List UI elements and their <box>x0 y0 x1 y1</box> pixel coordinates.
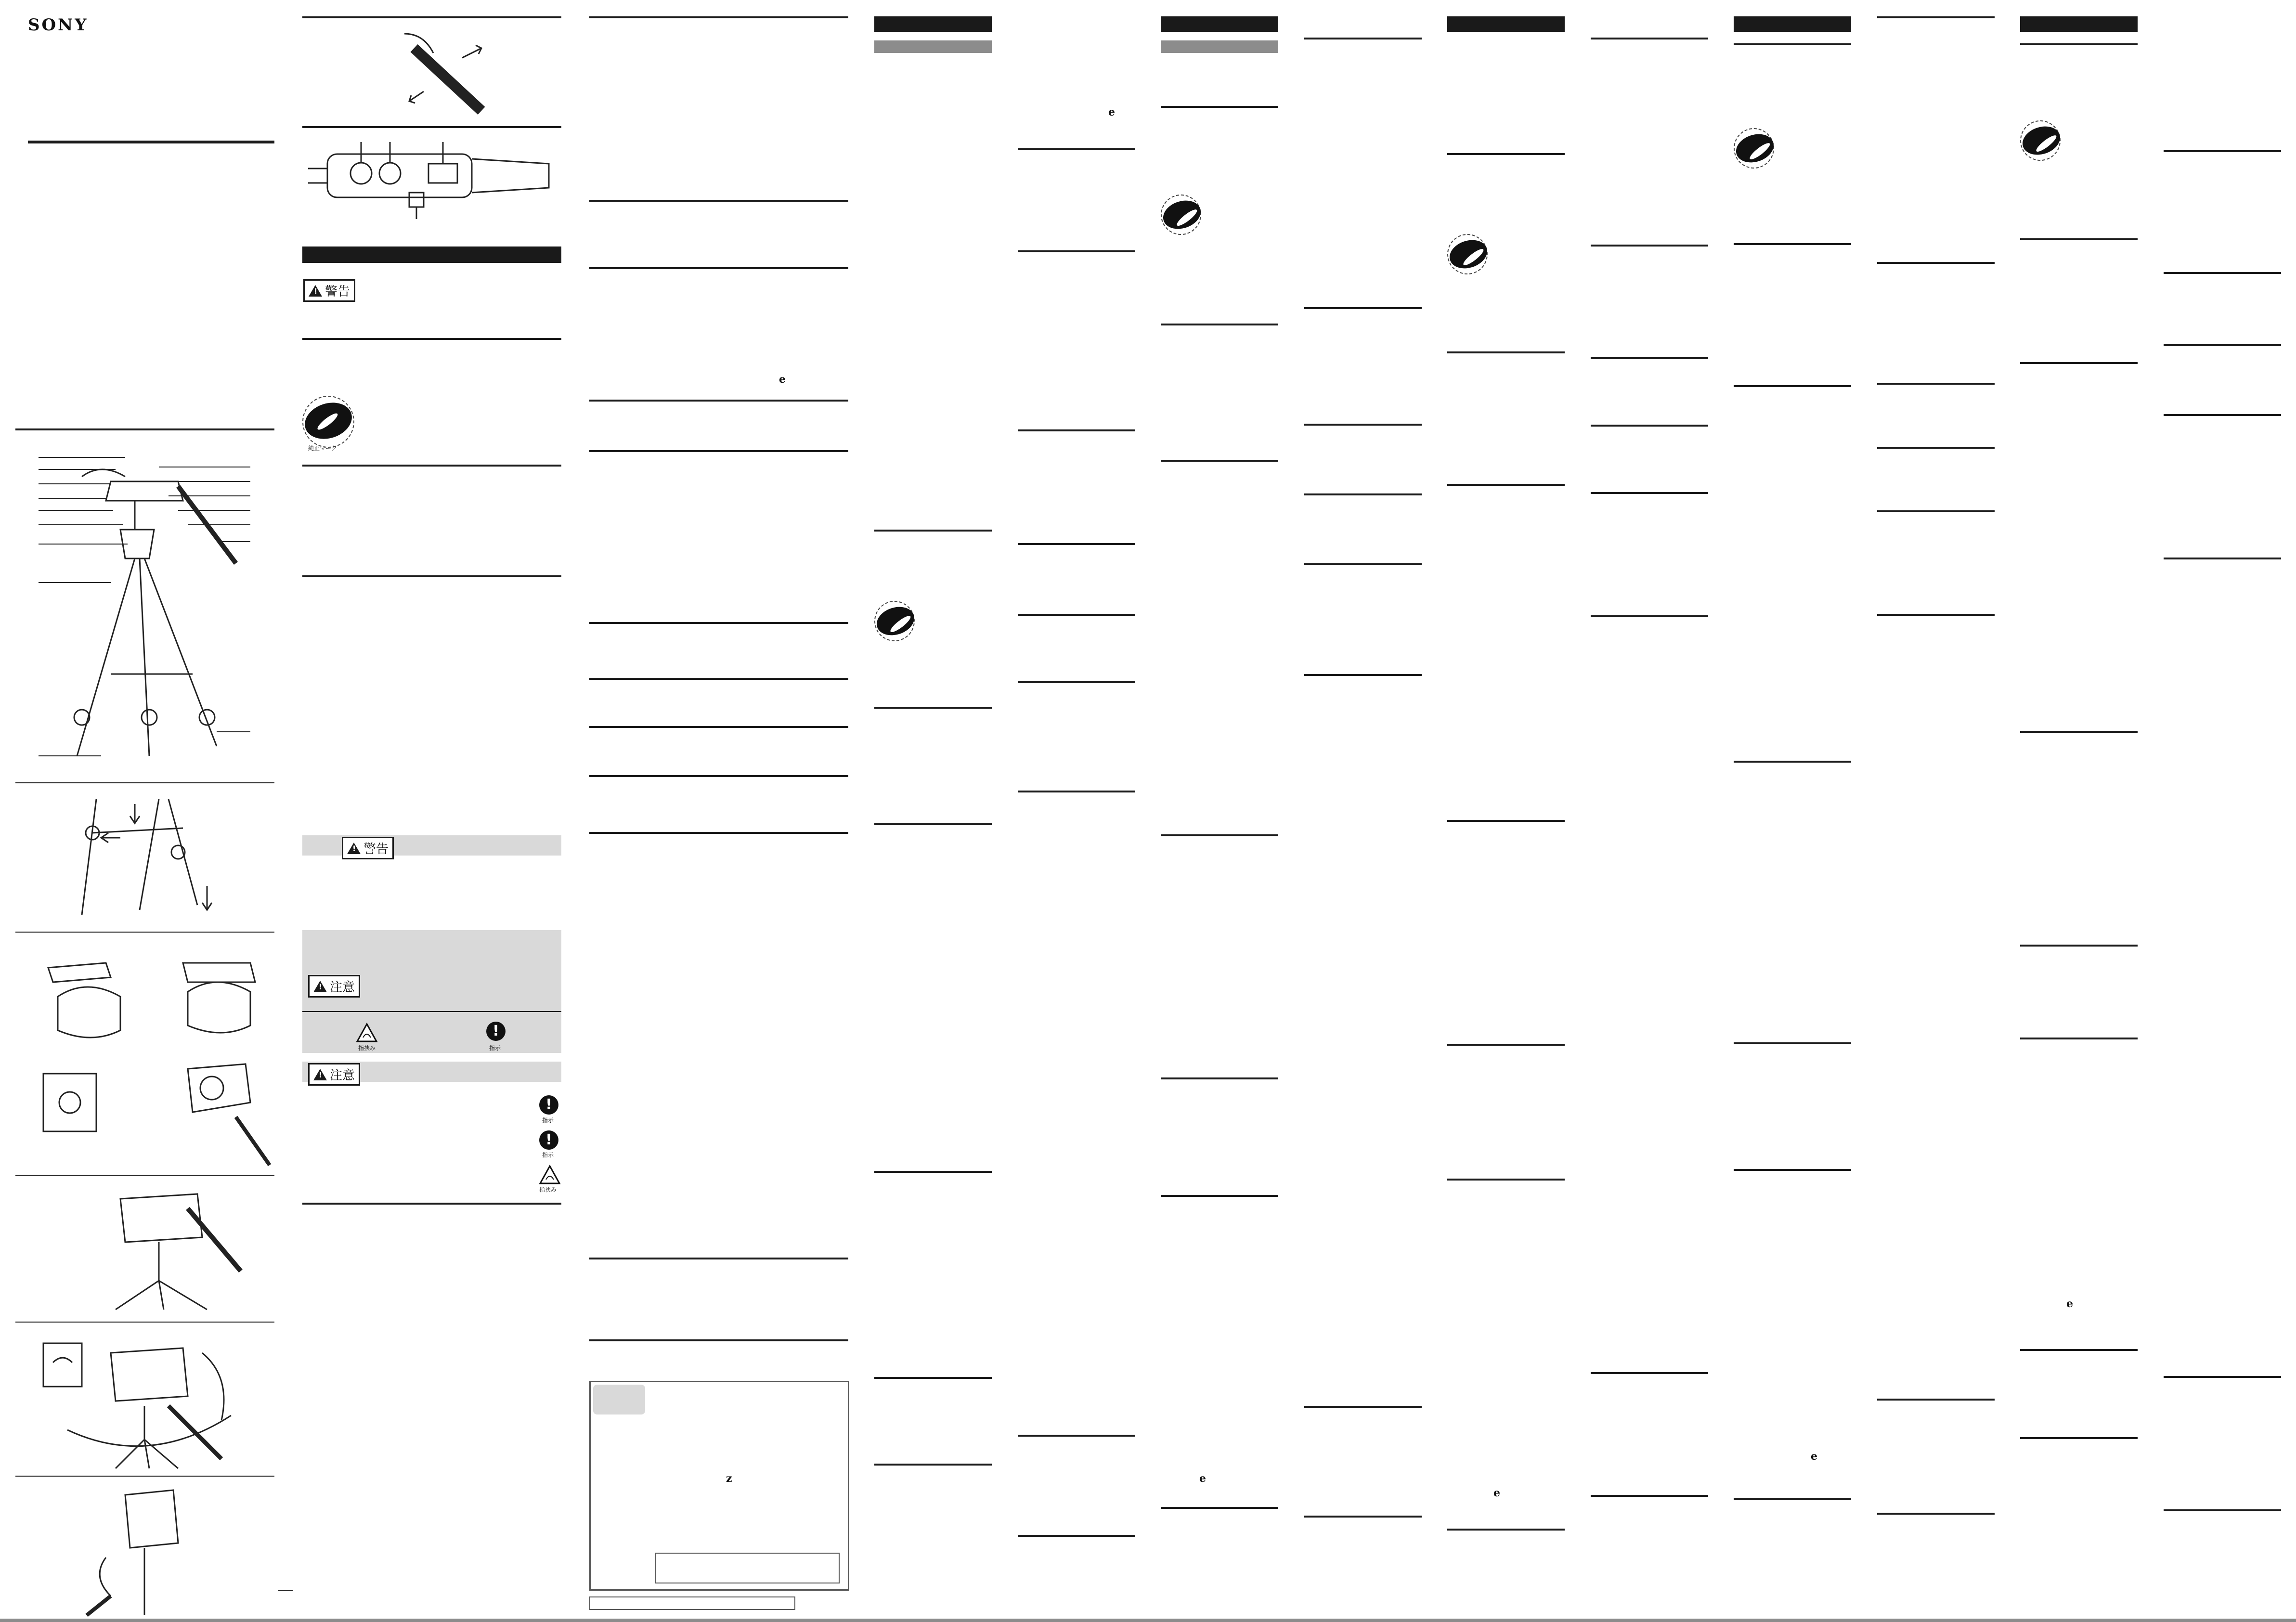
column-lang-d <box>1731 0 2000 1622</box>
usage-rule-8 <box>589 726 848 728</box>
lang-a2-rule-9 <box>1018 1535 1135 1537</box>
warning-label-banner <box>342 837 394 859</box>
usage-rule-1 <box>589 16 848 18</box>
lang-c2-rule-3 <box>1591 357 1708 359</box>
instruction-caption-2: 指示 <box>542 1152 554 1158</box>
lang-d-rule-3 <box>1734 385 1851 387</box>
column-usage <box>587 0 852 1622</box>
instruction-icon-2: ! <box>539 1130 558 1150</box>
usage-rule-6 <box>589 622 848 624</box>
vertical-shot-figure <box>77 1485 221 1615</box>
lang-b-header-bar <box>1161 16 1278 32</box>
caution-panel-divider <box>302 1011 561 1012</box>
pinch-caption-2: 指挟み <box>539 1186 557 1193</box>
fig-rule-4 <box>15 1322 274 1323</box>
column-lang-b <box>1158 0 1427 1622</box>
lang-c-header-bar <box>1447 16 1565 32</box>
pinch-hazard-icon-2 <box>539 1165 560 1184</box>
sony-logo: SONY <box>28 15 89 35</box>
lang-b-rule-4 <box>1161 834 1278 836</box>
remote-mid-rule <box>302 126 561 128</box>
usage-rule-9 <box>589 775 848 777</box>
lang-b-rule-6 <box>1161 1195 1278 1197</box>
lang-a2-rule-1 <box>1018 148 1135 150</box>
instruction-icon: ! <box>486 1022 506 1041</box>
column-lang-a <box>871 0 1141 1622</box>
leg-adjust-figure <box>63 794 236 920</box>
caution-label-banner <box>308 1063 360 1086</box>
e-glyph-lang-a: e <box>1108 106 1115 118</box>
lang-c2-rule-1 <box>1591 38 1708 39</box>
lang-a2-rule-5 <box>1018 614 1135 616</box>
lang-c-rule-3 <box>1447 484 1565 486</box>
lang-b2-rule-8 <box>1304 1516 1422 1518</box>
lang-e-rule-5 <box>2020 945 2138 947</box>
lang-e-rule-3 <box>2020 362 2138 364</box>
lang-b-rule-2 <box>1161 324 1278 325</box>
z-glyph-warranty: z <box>726 1472 732 1485</box>
e-glyph-lang-d: e <box>1811 1450 1817 1463</box>
caution-text: 注意 <box>330 1068 355 1083</box>
page-bottom-edge <box>0 1619 2296 1622</box>
lang-c-rule-6 <box>1447 1179 1565 1181</box>
fig-rule-5 <box>15 1476 274 1477</box>
lang-d-rule-7 <box>1734 1498 1851 1500</box>
lang-b-rule-7 <box>1161 1507 1278 1509</box>
column-safety <box>298 0 568 1622</box>
instruction-icon-1: ! <box>539 1095 558 1115</box>
warning-text: 警告 <box>325 285 350 299</box>
lang-d2-rule-3 <box>1877 383 1995 385</box>
lang-b2-rule-3 <box>1304 424 1422 426</box>
lang-a2-rule-6 <box>1018 681 1135 683</box>
lang-e-rule-4 <box>2020 731 2138 733</box>
fig-rule-3 <box>15 1175 274 1176</box>
lang-d-rule-4 <box>1734 761 1851 763</box>
lang-c2-rule-2 <box>1591 245 1708 247</box>
lang-e2-rule-6 <box>2164 1376 2281 1378</box>
lang-a-header-bar <box>874 16 992 32</box>
lang-d2-rule-2 <box>1877 262 1995 264</box>
lang-b2-rule-4 <box>1304 493 1422 495</box>
warning-triangle-icon <box>347 843 361 854</box>
e-glyph-lang-c: e <box>1493 1487 1500 1499</box>
warning-triangle-icon <box>309 285 322 297</box>
usage-rule-3 <box>589 267 848 269</box>
lang-b2-rule-6 <box>1304 674 1422 676</box>
warranty-inner-box <box>655 1553 840 1583</box>
e-glyph-usage: e <box>779 373 786 386</box>
lang-e-rule-1 <box>2020 43 2138 45</box>
lang-e2-rule-1 <box>2164 150 2281 152</box>
usage-rule-5 <box>589 450 848 452</box>
page-end-tick <box>278 1590 293 1591</box>
warning-banner <box>302 835 561 856</box>
pan-tilt-figure <box>39 1334 250 1468</box>
lang-b2-rule-1 <box>1304 38 1422 39</box>
lang-e2-rule-4 <box>2164 414 2281 416</box>
lang-d-rule-1 <box>1734 43 1851 45</box>
lang-e-header-bar <box>2020 16 2138 32</box>
caution-triangle-icon <box>313 981 327 992</box>
lang-c2-rule-5 <box>1591 492 1708 494</box>
lang-d2-rule-5 <box>1877 510 1995 512</box>
usage-rule-10 <box>589 832 848 834</box>
lang-c2-rule-4 <box>1591 425 1708 427</box>
lang-a-rule-6 <box>874 1464 992 1466</box>
warning-label-top <box>303 279 355 302</box>
safety-rule-1 <box>302 338 561 340</box>
lang-e-rule-6 <box>2020 1038 2138 1039</box>
genuine-mark-caption: 純正マーク <box>308 445 337 452</box>
usage-rule-2 <box>589 200 848 202</box>
lang-c2-rule-6 <box>1591 615 1708 617</box>
title-rule <box>28 141 274 143</box>
e-glyph-lang-e: e <box>2066 1298 2073 1310</box>
pinch-hazard-icon <box>356 1023 377 1042</box>
lang-a-rule-4 <box>874 1171 992 1173</box>
column-lang-e <box>2017 0 2296 1622</box>
remote-top-rule <box>302 16 561 18</box>
remote-grip-figure <box>385 29 510 120</box>
warning-text: 警告 <box>363 842 389 856</box>
instruction-caption: 指示 <box>489 1045 501 1051</box>
lang-d2-rule-6 <box>1877 614 1995 616</box>
lang-e-rule-7 <box>2020 1349 2138 1351</box>
usage-rule-11 <box>589 1258 848 1259</box>
lang-d2-rule-4 <box>1877 447 1995 449</box>
caution-triangle-icon <box>313 1069 327 1080</box>
lang-a-rule-1 <box>874 530 992 532</box>
lang-e2-rule-5 <box>2164 558 2281 559</box>
lang-d2-rule-7 <box>1877 1399 1995 1401</box>
lang-d-header-bar <box>1734 16 1851 32</box>
lang-b-rule-1 <box>1161 106 1278 108</box>
lang-c-rule-4 <box>1447 820 1565 822</box>
lang-a-rule-2 <box>874 707 992 709</box>
column-lang-c <box>1444 0 1714 1622</box>
lang-c2-rule-7 <box>1591 1372 1708 1374</box>
lang-b-subheader-bar <box>1161 40 1278 53</box>
tripod-figure <box>34 448 255 766</box>
lang-d-rule-5 <box>1734 1042 1851 1044</box>
lang-a2-rule-7 <box>1018 791 1135 792</box>
safety-rule-3 <box>302 575 561 577</box>
lang-b2-rule-2 <box>1304 307 1422 309</box>
usage-rule-12 <box>589 1339 848 1341</box>
lang-a2-rule-2 <box>1018 250 1135 252</box>
safety-rule-bottom <box>302 1203 561 1205</box>
fig-rule-2 <box>15 932 274 933</box>
lang-c-rule-5 <box>1447 1044 1565 1046</box>
lang-e2-rule-7 <box>2164 1509 2281 1511</box>
lang-b-rule-3 <box>1161 460 1278 462</box>
pinch-caption: 指挟み <box>358 1045 376 1051</box>
remote-controls-figure <box>308 140 558 221</box>
lang-c2-rule-8 <box>1591 1495 1708 1497</box>
warranty-tab <box>593 1385 645 1414</box>
caution-label-panel <box>308 975 360 998</box>
lang-a-rule-5 <box>874 1377 992 1379</box>
serial-box <box>589 1596 795 1610</box>
section-rule <box>15 428 274 430</box>
lang-d-rule-2 <box>1734 243 1851 245</box>
usage-rule-4 <box>589 400 848 402</box>
lang-d2-rule-1 <box>1877 16 1995 18</box>
quick-shoe-figure <box>29 944 270 1165</box>
section-header-bar <box>302 247 561 263</box>
lang-e-rule-8 <box>2020 1437 2138 1439</box>
safety-rule-2 <box>302 465 561 467</box>
lang-e-rule-2 <box>2020 238 2138 240</box>
lang-c-rule-1 <box>1447 153 1565 155</box>
lang-e2-rule-3 <box>2164 344 2281 346</box>
e-glyph-lang-b: e <box>1199 1472 1206 1485</box>
lang-a-subheader-bar <box>874 40 992 53</box>
camera-mount-figure <box>101 1184 246 1310</box>
column-cover <box>0 0 289 1622</box>
lang-e2-rule-2 <box>2164 272 2281 274</box>
fig-rule-1 <box>15 782 274 783</box>
lang-c-rule-2 <box>1447 351 1565 353</box>
lang-a2-rule-3 <box>1018 429 1135 431</box>
lang-c-rule-7 <box>1447 1529 1565 1531</box>
lang-d2-rule-8 <box>1877 1513 1995 1515</box>
lang-a2-rule-4 <box>1018 543 1135 545</box>
lang-a2-rule-8 <box>1018 1435 1135 1437</box>
instruction-caption-1: 指示 <box>542 1117 554 1124</box>
lang-b2-rule-5 <box>1304 563 1422 565</box>
lang-b-rule-5 <box>1161 1077 1278 1079</box>
usage-rule-7 <box>589 678 848 680</box>
lang-a-rule-3 <box>874 823 992 825</box>
lang-d-rule-6 <box>1734 1169 1851 1171</box>
lang-b2-rule-7 <box>1304 1406 1422 1408</box>
caution-text: 注意 <box>330 980 355 995</box>
